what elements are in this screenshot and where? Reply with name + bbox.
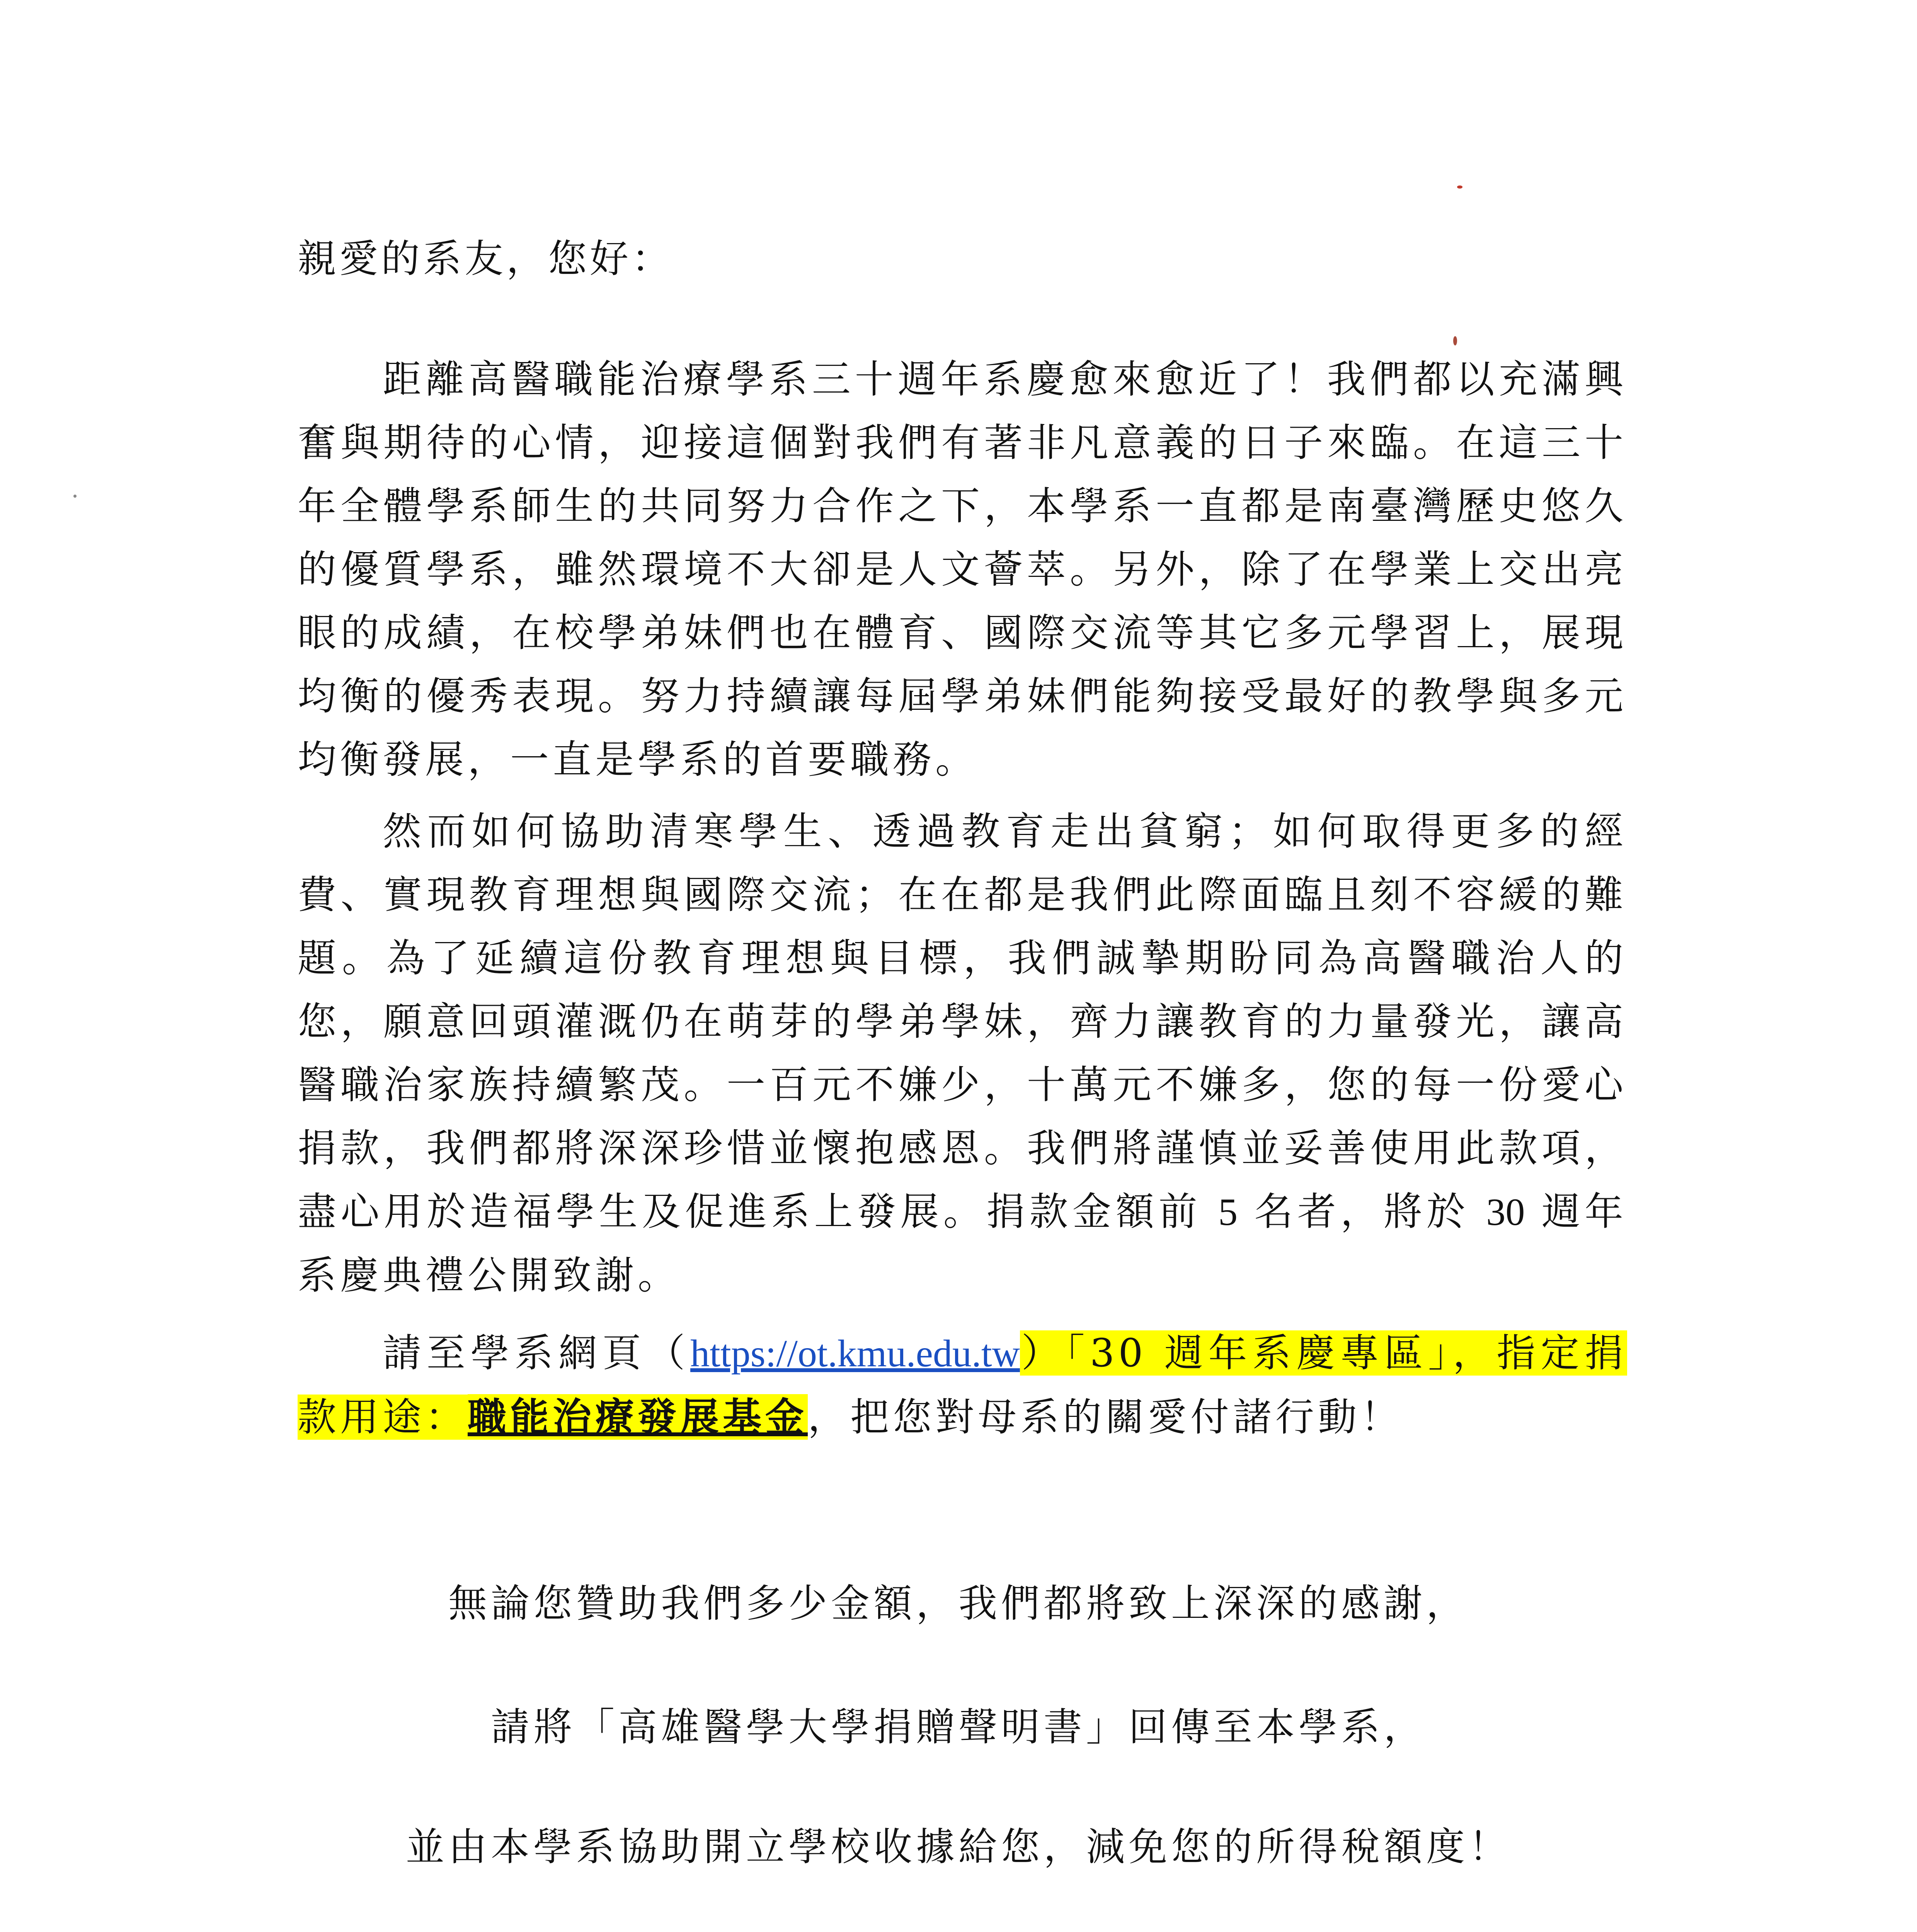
website-link[interactable]: https://ot.kmu.edu.tw (690, 1332, 1020, 1375)
paragraph-donation-text-1: 然而如何協助清寒學生、透過教育走出貧窮；如何取得更多的經費、實現教育理想與國際交流；在在都是我們此際面臨且刻不容緩的難題。為了延續這份教育理想與目標，我們誠摯期盼同為高醫職治人的您，願意回頭灌溉仍在萌芽的學弟學妹，齊力讓教育的力量發光，讓高醫職治家族持續繁茂。一百元不嫌少，十萬元不嫌多，您的每一份愛心捐款，我們都將深深珍惜並懷抱感恩。我們將謹慎並妥善使用此款項，盡心用於造福學生及促進系上發展。捐款金額前 (298, 809, 1627, 1234)
thanks-line-3: 並由本學系協助開立學校收據給您，減免您的所得稅額度！ (406, 1824, 1511, 1869)
ink-speck (1453, 336, 1457, 345)
paragraph-donation-text-2: 名者，將於 (1254, 1189, 1470, 1234)
paragraph-donation-text-3: 週年系慶典禮公開致謝。 (298, 1189, 1627, 1298)
thanks-line-2: 請將「高雄醫學大學捐贈聲明書」回傳至本學系， (491, 1704, 1426, 1750)
paragraph-instructions (298, 1321, 1627, 1449)
instructions-end: ，把您對母系的關愛付諸行動！ (808, 1395, 1403, 1440)
fund-name-highlight: 職能治療發展基金 (468, 1394, 808, 1440)
salutation: 親愛的系友，您好： (298, 236, 673, 281)
ink-speck (1457, 185, 1462, 189)
paragraph-anniversary: 距離高醫職能治療學系三十週年系慶愈來愈近了！我們都以充滿興奮與期待的心情，迎接這個對我們有著非凡意義的日子來臨。在這三十年全體學系師生的共同努力合作之下，本學系一直都是南臺灣歷史悠久的優質學系，雖然環境不大卻是人文薈萃。另外，除了在學業上交出亮眼的成績，在校學弟妹們也在體育、國際交流等其它多元學習上，展現均衡的優秀表現。努力持續讓每屆學弟妹們能夠接受最好的教學與多元均衡發展，一直是學系的首要職務。 (298, 357, 1627, 782)
instructions-bracket: ） (1020, 1330, 1066, 1376)
instructions-prefix: 請至學系網頁（ (383, 1330, 691, 1376)
highlight-zone-text: 「30 週年系慶專區」，指定捐款用途： (298, 1330, 1628, 1440)
paragraph-donation-appeal (298, 800, 1627, 1307)
ink-speck (73, 495, 77, 498)
top-donor-count: 5 (1218, 1190, 1238, 1233)
thanks-line-1: 無論您贊助我們多少金額，我們都將致上深深的感謝， (448, 1581, 1469, 1626)
anniversary-number: 30 (1486, 1190, 1525, 1233)
